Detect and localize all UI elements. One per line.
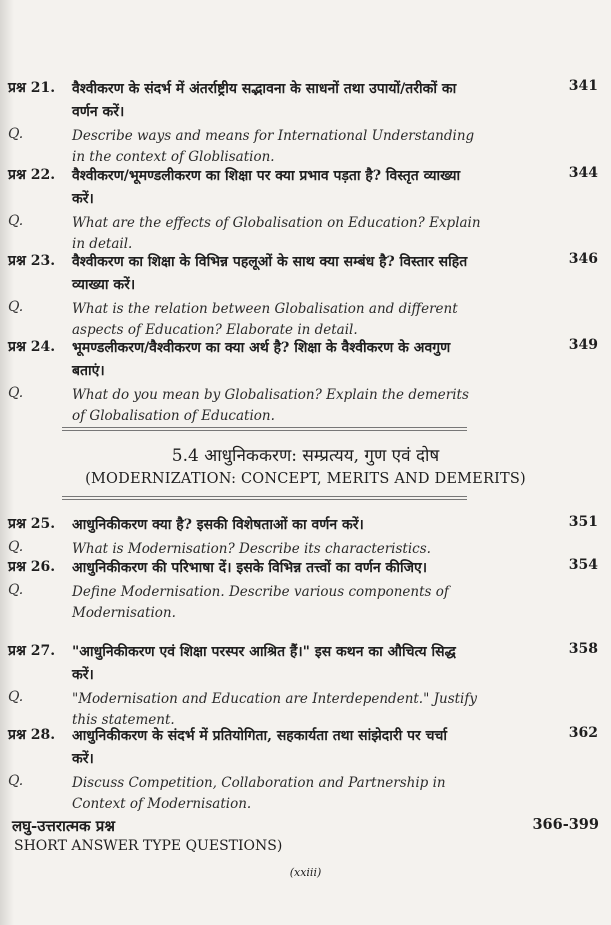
short-answer-heading-english: SHORT ANSWER TYPE QUESTIONS) — [14, 838, 283, 854]
q-label: Q. — [8, 689, 24, 705]
page-number: 341 — [568, 78, 598, 94]
section-divider-top — [62, 427, 467, 431]
section-title: 5.4 आधुनिककरण: सम्प्रत्यय, गुण एवं दोष — [171, 446, 440, 466]
section-subtitle: (MODERNIZATION: CONCEPT, MERITS AND DEMERITS) — [85, 471, 526, 487]
folio-page-number: (xxiii) — [289, 866, 322, 879]
question-hindi: आधुनिकीकरण की परिभाषा दें। इसके विभिन्न तत्त्वों का वर्णन कीजिए। — [72, 560, 428, 576]
question-22 — [8, 165, 598, 255]
q-label: Q. — [8, 582, 24, 598]
question-hindi: "आधुनिकीकरण एवं शिक्षा परस्पर आश्रित हैं।" इस कथन का औचित्य सिद्ध करें। — [72, 644, 456, 683]
short-answer-page-range: 366-399 — [532, 816, 599, 833]
page-number: 354 — [568, 557, 598, 573]
short-answer-heading-hindi: लघु-उत्तरात्मक प्रश्न — [12, 817, 115, 835]
page-number: 362 — [568, 725, 598, 741]
q-label: Q. — [8, 385, 24, 401]
question-21 — [8, 78, 598, 168]
question-english: Define Modernisation. Describe various components of Modernisation. — [72, 584, 449, 621]
question-26 — [8, 557, 598, 624]
q-label: Q. — [8, 773, 24, 789]
q-label: Q. — [8, 213, 24, 229]
question-hindi: आधुनिकीकरण क्या है? इसकी विशेषताओं का वर्णन करें। — [72, 517, 364, 533]
question-hindi: वैश्वीकरण का शिक्षा के विभिन्न पहलूओं के साथ क्या सम्बंध है? विस्तार सहित व्याख्या करें। — [72, 254, 468, 293]
question-number: प्रश्न 27. — [8, 643, 56, 659]
question-hindi: वैश्वीकरण के संदर्भ में अंतर्राष्ट्रीय सद्भावना के साधनों तथा उपायों/तरीकों का वर्णन करें। — [72, 81, 457, 120]
page-number: 344 — [568, 165, 598, 181]
question-number: प्रश्न 24. — [8, 339, 56, 355]
question-number: प्रश्न 26. — [8, 559, 56, 575]
page-number: 349 — [568, 337, 598, 353]
question-24 — [8, 337, 598, 427]
question-english: Describe ways and means for International Understanding in the context of Globlisation. — [72, 128, 475, 165]
question-english: What is Modernisation? Describe its characteristics. — [72, 541, 431, 557]
question-hindi: आधुनिकीकरण के संदर्भ में प्रतियोगिता, सहकार्यता तथा सांझेदारी पर चर्चा करें। — [72, 728, 448, 767]
page-number: 351 — [568, 514, 598, 530]
question-number: प्रश्न 25. — [8, 516, 56, 532]
question-number: प्रश्न 21. — [8, 80, 56, 96]
question-23 — [8, 251, 598, 341]
question-28 — [8, 725, 598, 815]
question-27 — [8, 641, 598, 731]
question-number: प्रश्न 23. — [8, 253, 56, 269]
question-25 — [8, 514, 598, 560]
section-divider-bottom — [62, 496, 467, 500]
page-number: 358 — [568, 641, 598, 657]
question-hindi: भूमण्डलीकरण/वैश्वीकरण का क्या अर्थ है? शिक्षा के वैश्वीकरण के अवगुण बताएं। — [72, 340, 451, 379]
question-english: What do you mean by Globalisation? Explain the demerits of Globalisation of Education. — [72, 387, 469, 424]
q-label: Q. — [8, 299, 24, 315]
question-english: Discuss Competition, Collaboration and Partnership in Context of Modernisation. — [72, 775, 446, 812]
question-english: "Modernisation and Education are Interdependent." Justify this statement. — [72, 691, 477, 728]
question-english: What is the relation between Globalisation and different aspects of Education? Elaborate in detail. — [72, 301, 458, 338]
question-english: What are the effects of Globalisation on Education? Explain in detail. — [72, 215, 481, 252]
page-number: 346 — [568, 251, 598, 267]
question-hindi: वैश्वीकरण/भूमण्डलीकरण का शिक्षा पर क्या प्रभाव पड़ता है? विस्तृत व्याख्या करें। — [72, 168, 461, 207]
question-number: प्रश्न 22. — [8, 167, 56, 183]
question-number: प्रश्न 28. — [8, 727, 56, 743]
q-label: Q. — [8, 539, 24, 555]
q-label: Q. — [8, 126, 24, 142]
